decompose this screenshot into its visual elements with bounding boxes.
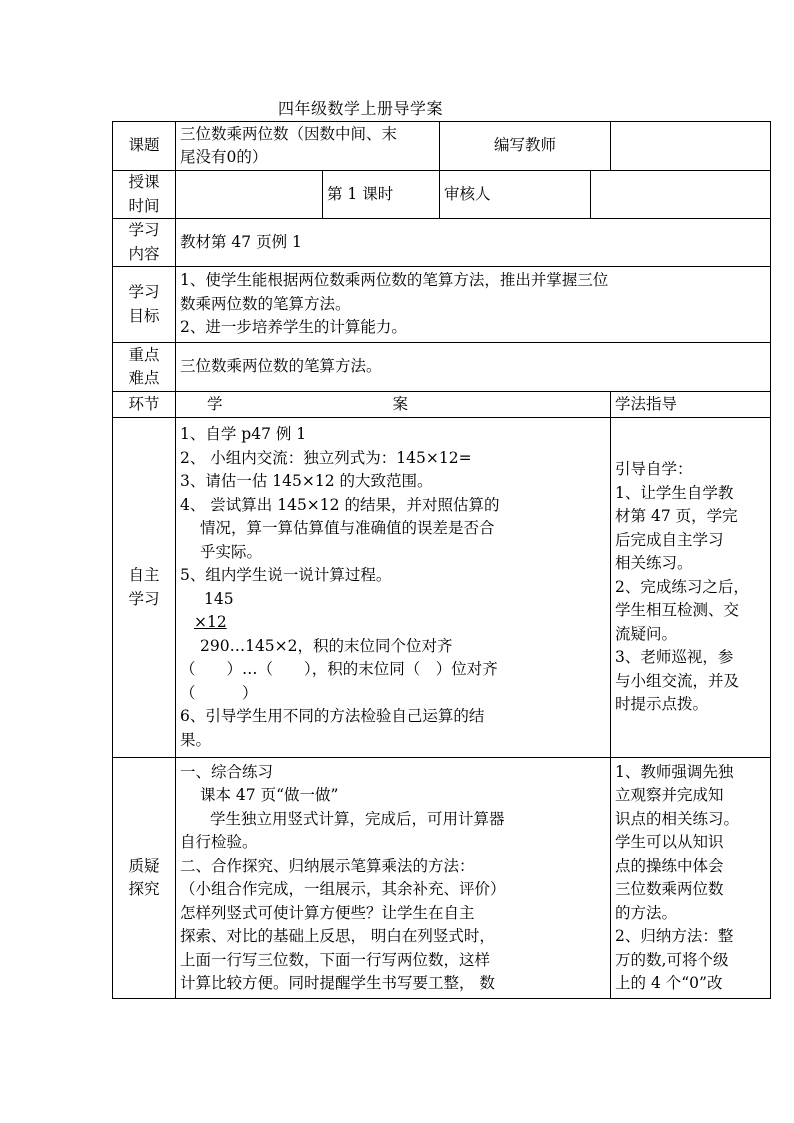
inquiry-plan: 一、综合练习 课本 47 页“做一做” 学生独立用竖式计算，完成后，可用计算器 自行检验。 二、合作探究、归纳展示笔算乘法的方法： （小组合作完成，一组展示，其余补充、评价） 怎样列竖式可使计算方便些？让学生在自主 探索、对比的基础上反思， 明白在列竖式时， 上面一行写三位数，下面一行写两位数，这样 计算比较方便。同时提醒学生书写要工整， 数 bbox=[176, 758, 611, 999]
author-label: 编写教师 bbox=[440, 122, 611, 171]
goals-label: 学习 目标 bbox=[113, 267, 176, 343]
author-value bbox=[611, 122, 771, 171]
goals-row bbox=[113, 267, 771, 343]
self-study-plan: 1、自学 p47 例 1 2、 小组内交流：独立列式为：145×12= 3、请估一估 145×12 的大致范围。 4、 尝试算出 145×12 的结果，并对照估算的 情况，算一算估算值与准确值的误差是否合 乎实际。 5、组内学生说一说计算过程。 145 ×12 290…145×2，积的末位同个位对齐 （ ）…（ ），积的末位同（ ）位对齐 （ ） 6、引导学生用不同的方法检验自己运算的结 果。 bbox=[176, 418, 611, 758]
guide-header: 学法指导 bbox=[611, 392, 771, 418]
content-label: 学习 内容 bbox=[113, 219, 176, 267]
goals-text: 1、使学生能根据两位数乘两位数的笔算方法，推出并掌握三位 数乘两位数的笔算方法。 2、进一步培养学生的计算能力。 bbox=[176, 267, 771, 343]
self-study-guide: 引导自学： 1、让学生自学教 材第 47 页，学完 后完成自主学习 相关练习。 2、完成练习之后， 学生相互检测、交 流疑问。 3、老师巡视，参 与小组交流，并及 时提示点拨。 bbox=[611, 418, 771, 758]
lesson-plan-table bbox=[112, 121, 771, 999]
inquiry-row bbox=[113, 758, 771, 999]
content-row bbox=[113, 219, 771, 267]
self-study-row bbox=[113, 418, 771, 758]
lesson-number: 第 1 课时 bbox=[323, 171, 440, 219]
plan-header: 学 案 bbox=[176, 392, 611, 418]
reviewer-value bbox=[591, 171, 771, 219]
section-header-row bbox=[113, 392, 771, 418]
key-points-row bbox=[113, 343, 771, 392]
time-value bbox=[176, 171, 323, 219]
self-study-label: 自主 学习 bbox=[113, 418, 176, 758]
topic-value: 三位数乘两位数（因数中间、末 尾没有0的） bbox=[176, 122, 440, 171]
page-title: 四年级数学上册导学案 bbox=[278, 99, 444, 118]
content-text: 教材第 47 页例 1 bbox=[176, 219, 771, 267]
stage-header: 环节 bbox=[113, 392, 176, 418]
reviewer-label: 审核人 bbox=[440, 171, 591, 219]
inquiry-guide: 1、教师强调先独 立观察并完成知 识点的相关练习。 学生可以从知识 点的操练中体会 三位数乘两位数 的方法。 2、归纳方法：整 万的数,可将个级 上的 4 个“0”改 bbox=[611, 758, 771, 999]
key-points-label: 重点 难点 bbox=[113, 343, 176, 392]
inquiry-label: 质疑 探究 bbox=[113, 758, 176, 999]
topic-row bbox=[113, 122, 771, 171]
key-points-text: 三位数乘两位数的笔算方法。 bbox=[176, 343, 771, 392]
time-row bbox=[113, 171, 771, 219]
vertical-multiplicand: 145 bbox=[204, 589, 234, 608]
vertical-multiplier: ×12 bbox=[194, 613, 227, 631]
topic-label: 课题 bbox=[113, 122, 176, 171]
time-label: 授课 时间 bbox=[113, 171, 176, 219]
